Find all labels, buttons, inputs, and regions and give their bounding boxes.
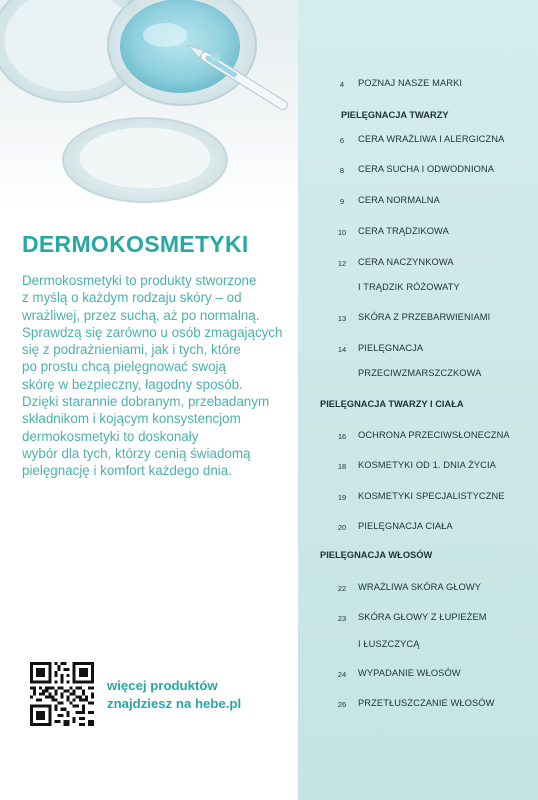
table-of-contents	[298, 0, 538, 800]
promo-line: więcej produktów	[107, 678, 218, 693]
toc-page-number: 24	[337, 670, 347, 679]
toc-page-number: 22	[337, 584, 347, 593]
description-line: składnikom i kojącym konsystencjom	[22, 411, 241, 427]
toc-page-number: 16	[337, 432, 347, 441]
description-line: się z podrażnieniami, jak i tych, które	[22, 342, 241, 358]
toc-item[interactable]: PIELĘGNACJA CIAŁA	[358, 521, 453, 531]
toc-section-heading: PIELĘGNACJA WŁOSÓW	[320, 550, 433, 560]
toc-item-continuation[interactable]: PRZECIWZMARSZCZKOWA	[358, 368, 482, 378]
toc-page-number: 19	[337, 493, 347, 502]
toc-page-number: 6	[339, 136, 345, 145]
toc-item[interactable]: PIELĘGNACJA	[358, 343, 424, 353]
qr-code-icon[interactable]	[30, 662, 94, 726]
toc-item-continuation[interactable]: I TRĄDZIK RÓŻOWATY	[358, 282, 460, 292]
toc-page-number: 18	[337, 462, 347, 471]
toc-item[interactable]: PRZETŁUSZCZANIE WŁOSÓW	[358, 698, 495, 708]
toc-item[interactable]: CERA SUCHA I ODWODNIONA	[358, 164, 495, 174]
description-line: po prostu chcą pielęgnować swoją	[22, 359, 226, 375]
toc-item[interactable]: OCHRONA PRZECIWSŁONECZNA	[358, 430, 510, 440]
description-line: pielęgnację i komfort każdego dnia.	[22, 463, 232, 479]
description	[22, 272, 292, 480]
toc-page-number: 13	[337, 314, 347, 323]
toc-section-heading: PIELĘGNACJA TWARZY	[341, 110, 449, 120]
toc-item[interactable]: SKÓRA Z PRZEBARWIENIAMI	[358, 312, 491, 322]
toc-page-number: 9	[339, 197, 345, 206]
promo-link[interactable]: znajdziesz na hebe.pl	[107, 696, 242, 711]
toc-page-number: 23	[337, 614, 347, 623]
toc-item[interactable]: WYPADANIE WŁOSÓW	[358, 668, 461, 678]
toc-page-number: 14	[337, 345, 347, 354]
toc-page-number: 10	[337, 228, 347, 237]
toc-item[interactable]: POZNAJ NASZE MARKI	[358, 78, 463, 88]
toc-page-number: 12	[337, 259, 347, 268]
description-line: dermokosmetyki to doskonały	[22, 428, 199, 444]
petri-dish-photo	[0, 0, 298, 205]
toc-item[interactable]: SKÓRA GŁOWY Z ŁUPIEŻEM	[358, 612, 487, 622]
description-line: wrażliwej, przez suchą, aż po normalną.	[22, 307, 260, 323]
promo-text[interactable]	[107, 677, 241, 713]
description-line: z myślą o każdym rodzaju skóry – od	[22, 290, 242, 306]
toc-item[interactable]: KOSMETYKI OD 1. DNIA ŻYCIA	[358, 460, 496, 470]
toc-page-number: 8	[339, 166, 345, 175]
description-line: Dzięki starannie dobranym, przebadanym	[22, 394, 270, 410]
toc-page-number: 4	[339, 80, 345, 89]
toc-section-heading: PIELĘGNACJA TWARZY I CIAŁA	[320, 399, 464, 409]
description-line: wybór dla tych, którzy cenią świadomą	[22, 445, 251, 461]
page-title: DERMOKOSMETYKI	[22, 231, 249, 257]
toc-item[interactable]: CERA NACZYNKOWA	[358, 257, 454, 267]
toc-item[interactable]: KOSMETYKI SPECJALISTYCZNE	[358, 491, 505, 501]
toc-item[interactable]: WRAŻLIWA SKÓRA GŁOWY	[358, 582, 482, 592]
toc-item[interactable]: CERA NORMALNA	[358, 195, 440, 205]
description-line: skórę w bezpieczny, łagodny sposób.	[22, 376, 243, 392]
toc-page-number: 20	[337, 523, 347, 532]
description-line: Dermokosmetyki to produkty stworzone	[22, 273, 257, 288]
toc-item[interactable]: CERA TRĄDZIKOWA	[358, 226, 449, 236]
toc-item-continuation[interactable]: I ŁUSZCZYCĄ	[358, 639, 420, 649]
toc-item[interactable]: CERA WRAŻLIWA I ALERGICZNA	[358, 134, 505, 144]
toc-page-number: 26	[337, 700, 347, 709]
description-line: Sprawdzą się zarówno u osób zmagających	[22, 324, 283, 340]
